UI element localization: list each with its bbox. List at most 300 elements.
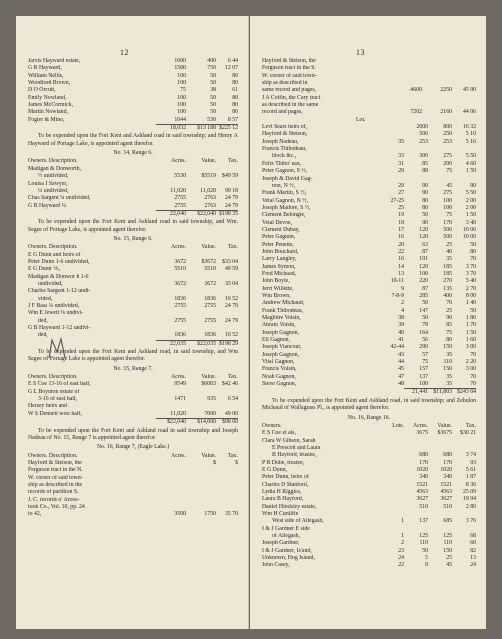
acres-cell: 63 (422, 241, 428, 248)
acres-cell (156, 497, 186, 504)
tax-cell: 5 61 (465, 466, 476, 473)
lot-cell (380, 467, 404, 474)
owner-cell: took Co., Vol. 10, pp. 24 (28, 503, 85, 510)
value-cell (186, 497, 216, 504)
value-cell: 500 (443, 226, 452, 233)
total-value: $14,000 (186, 418, 216, 426)
tax-cell: 3 00 (465, 366, 476, 373)
total-acres: 22,035 (156, 340, 186, 348)
owner-cell: Fred Michaud, (262, 270, 297, 277)
table-row (262, 452, 476, 459)
value-cell: 85 (446, 322, 452, 329)
lot-cell (380, 511, 404, 518)
value-cell (422, 73, 452, 80)
tax-cell: 16 52 (224, 295, 238, 302)
acres-cell: 1500 (174, 65, 186, 72)
value-cell: 50 (210, 94, 216, 101)
acres-cell: 90 (422, 219, 428, 226)
acres-cell: 100 (177, 94, 186, 101)
lot-cell: 1 (401, 518, 404, 525)
value-cell: 150 (443, 344, 452, 351)
table-row (28, 325, 238, 332)
lot-cell: 1 (401, 533, 404, 539)
acres-cell: 510 (419, 503, 428, 510)
owner-cell: Frank Martin, S ½, (262, 190, 307, 197)
acres-cell (156, 403, 186, 410)
table-row (28, 482, 238, 489)
page-number: 13 (356, 48, 365, 57)
acres-cell (156, 489, 186, 496)
value-cell: 400 (443, 293, 452, 299)
acres-cell: 100 (419, 270, 428, 277)
lot-cell (380, 474, 404, 481)
table-row (262, 124, 476, 131)
owner-cell: E S Coe et als, (262, 430, 296, 437)
acres-cell: 87 (422, 285, 428, 292)
tax-cell: 33 04 (224, 280, 238, 287)
acres-cell: 50 (422, 315, 428, 322)
owner-cell: Joseph Viancour, (262, 344, 302, 351)
table-row (28, 65, 238, 72)
table-row (262, 555, 476, 562)
acres-cell (394, 65, 422, 72)
tax-cell: 6 44 (227, 58, 238, 64)
lot-cell: 20 (398, 241, 404, 248)
value-cell: Value. (437, 422, 452, 429)
owner-cell: ship as described in (262, 80, 308, 87)
acres-cell: 120 (419, 263, 428, 270)
tax-cell: 1 40 (465, 300, 476, 307)
lot-cell: 4 (401, 307, 404, 314)
owner-cell: Jarvis Hayward estate, (28, 58, 81, 64)
table-row (262, 95, 476, 102)
acres-cell (156, 274, 186, 281)
table-row (28, 102, 238, 109)
acres-cell: 137 (419, 373, 428, 380)
acres-cell (156, 181, 186, 188)
owner-cell: Francis Voisin, (262, 366, 297, 373)
table-row (262, 381, 476, 388)
acres-cell: 80 (422, 197, 428, 204)
table-row (262, 562, 476, 569)
value-cell: 38 (210, 87, 216, 94)
value-cell: 25 (446, 555, 452, 562)
tax-cell: 3 40 (465, 219, 476, 226)
owner-cell: Madigan & Donworth, (28, 165, 81, 172)
tax-cell: 70 (470, 373, 476, 380)
tax-cell: 1 50 (465, 212, 476, 219)
tax-cell: 45 90 (462, 87, 476, 94)
table-row (28, 511, 238, 518)
tax-cell: 5 16 (465, 138, 476, 145)
acres-cell: 4600 (410, 87, 422, 94)
owner-cell: Francis Thibodeau, (262, 146, 307, 153)
total-value: $22,035 (186, 340, 216, 348)
total-acres: 18,032 (156, 124, 186, 132)
table-row (262, 496, 476, 503)
owner-cell: Martin Nowland, (28, 109, 68, 116)
tax-cell (216, 310, 238, 317)
owner-cell: P B Dube, trustee, (262, 459, 305, 466)
acres-cell: 7202 (410, 109, 422, 116)
value-cell: 800 (443, 124, 452, 131)
table-row (28, 489, 238, 496)
table-row (28, 117, 238, 124)
table-row (28, 274, 238, 281)
owner-cell: Joseph Gagnon, (262, 351, 300, 358)
owner-cell: Abram Voisin, (262, 322, 296, 329)
tax-cell: 10 00 (462, 226, 476, 233)
table-row (28, 252, 238, 259)
total-value: $11,803 (428, 388, 452, 396)
owner-cell: Daniel Hinckley estate, (262, 503, 317, 510)
table-row (28, 318, 238, 325)
tax-cell: 70 (470, 351, 476, 358)
tax-cell: 1 87 (465, 474, 476, 481)
acres-cell: 120 (419, 234, 428, 241)
owner-cell: Peter Penette, (262, 241, 294, 248)
tax-cell: 49 59 (224, 266, 238, 273)
table-row (262, 533, 476, 540)
lot-cell: 22 (398, 562, 404, 569)
acres-cell: 157 (419, 366, 428, 373)
acres-cell: 5530 (174, 173, 186, 180)
value-cell: 170 (443, 459, 452, 466)
tax-cell: 44 06 (462, 109, 476, 116)
total-spacer (262, 388, 404, 396)
owner-cell: ¼ undivided, (38, 187, 69, 194)
left-page-content (28, 58, 238, 519)
owner-cell: Owners. Description. (28, 158, 78, 165)
owner-cell: Steve Gagnon, (262, 381, 297, 388)
table-row (262, 58, 476, 65)
owner-cell: Hayford & Stetson, (262, 131, 308, 138)
tax-cell (452, 65, 476, 72)
owner-cell: Vetal Gagnon, N ½, (262, 197, 309, 204)
owner-cell: Clement Belongie, (262, 212, 306, 219)
owner-cell: J A Coffin, the Cary tract (262, 94, 321, 101)
owner-cell: West side of Allegash, (272, 518, 324, 525)
value-cell (422, 102, 452, 109)
section-heading: No. 14, Range 6. (113, 150, 153, 157)
tax-cell: 2 00 (465, 197, 476, 204)
owner-cell: Jerri Willette, (262, 285, 294, 292)
value-cell (422, 65, 452, 72)
tax-cell: $30 21 (460, 430, 476, 437)
acres-cell: 125 (419, 533, 428, 539)
tax-cell: 8 00 (465, 293, 476, 299)
owner-cell: non, N ½, (272, 182, 296, 189)
owner-cell: Andrew Michaud, (262, 300, 305, 307)
table-row (28, 166, 238, 173)
acres-cell: 1471 (174, 396, 186, 403)
tax-cell: 3 76 (465, 518, 476, 525)
tax-cell (216, 325, 238, 332)
lot-label: Lot. (356, 116, 366, 123)
lot-cell (380, 445, 404, 452)
value-cell (428, 511, 452, 518)
acres-cell (156, 467, 186, 474)
table-row (262, 482, 476, 489)
table-row (262, 540, 476, 547)
tax-cell: 3 70 (465, 270, 476, 277)
value-cell: 5510 (204, 266, 216, 273)
tax-cell (216, 274, 238, 281)
acres-cell: 290 (419, 344, 428, 351)
value-cell: 25 (446, 241, 452, 248)
acres-cell (404, 511, 428, 518)
owner-cell: ½ undivided, (38, 173, 69, 180)
value-cell: Value. (201, 158, 216, 165)
table-row (262, 330, 476, 337)
range16-table (262, 423, 476, 570)
owner-cell: as described in the same (262, 102, 319, 109)
acres-cell: 2000 (416, 124, 428, 131)
tax-cell (216, 489, 238, 496)
acres-cell: 120 (419, 226, 428, 233)
acres-cell: 85 (422, 160, 428, 167)
value-cell (428, 146, 452, 153)
lot-cell: 29 (398, 182, 404, 189)
acres-cell (394, 80, 422, 87)
lot-cell: 45 (398, 366, 404, 373)
acres-cell: Acres. (171, 244, 186, 251)
owner-cell: Vital Gagnon, (262, 359, 295, 366)
table-row (28, 460, 238, 467)
owner-cell: I & J Gardner, Is'and, (262, 547, 312, 554)
table-row (262, 526, 476, 533)
total-acres: 22,040 (156, 210, 186, 218)
owner-cell: Lydia H Riggles, (262, 488, 302, 495)
lot-column-label (262, 117, 476, 124)
tax-cell: 24 79 (224, 317, 238, 324)
owner-cell: E G Dunn, (262, 466, 287, 473)
owner-cell: W. corner of said town- (262, 72, 317, 79)
table-row (28, 296, 238, 303)
value-cell (186, 403, 216, 410)
table-row (28, 109, 238, 116)
acres-cell: 137 (419, 518, 428, 525)
tax-cell: 24 (470, 562, 476, 569)
owner-cell: Emily Nowland, (28, 94, 67, 101)
value-cell (186, 252, 216, 259)
owner-cell: undivided, (38, 280, 63, 287)
acres-cell (404, 438, 428, 445)
owner-cell: J F Bass ⅛ undivided, (28, 303, 80, 309)
table-row (262, 176, 476, 183)
owner-cell: Joseph Madore, S ½, (262, 204, 311, 211)
acres-cell: 3675 (416, 430, 428, 437)
value-cell: 275 (443, 190, 452, 197)
owner-cell: Laura B Hayford, (262, 496, 304, 503)
column-header-row (28, 158, 238, 165)
value-cell (428, 445, 452, 452)
table-row (28, 181, 238, 188)
total-row (28, 124, 238, 132)
lot-cell: 47 (398, 373, 404, 380)
lot-cell: 24 (398, 555, 404, 562)
acres-cell: 100 (177, 72, 186, 79)
table-row (262, 430, 476, 437)
lot-cell: 7-8-9 (391, 293, 404, 299)
acres-cell: 110 (419, 540, 428, 547)
tax-cell (216, 288, 238, 295)
lot-cell: 16 (398, 256, 404, 263)
acres-cell: 75 (180, 87, 186, 94)
total-value: $13 188 (186, 124, 216, 132)
table-row (262, 146, 476, 153)
lot-cell (380, 438, 404, 445)
table-row (28, 389, 238, 396)
lot-cell (380, 452, 404, 459)
table-row (28, 95, 238, 102)
acres-cell: 170 (419, 459, 428, 466)
tax-cell: 70 (470, 381, 476, 388)
lot-cell (380, 460, 404, 467)
owner-cell: E G Dunn ⅙, (28, 266, 61, 273)
acres-cell (394, 95, 422, 102)
total-spacer (28, 418, 156, 426)
tax-cell: $ (235, 459, 238, 466)
tax-cell: $33 04 (222, 258, 238, 265)
table-row (28, 467, 238, 474)
lot-cell: Lots. (392, 422, 404, 429)
lot-table (262, 124, 476, 388)
value-cell: $3675 (437, 430, 452, 437)
tax-cell (216, 497, 238, 504)
table-row (262, 80, 476, 87)
table-row (262, 220, 476, 227)
acres-cell (394, 58, 422, 65)
table-row (262, 366, 476, 373)
value-cell: 270 (443, 278, 452, 285)
value-cell: 135 (443, 285, 452, 292)
table-row (28, 203, 238, 210)
tax-cell: 90 (470, 182, 476, 189)
acres-cell (404, 445, 428, 452)
value-cell: 35 (446, 351, 452, 358)
table-row (262, 212, 476, 219)
expenditure-paragraph: To be expended upon the Fort Kent and Ashland road, in said township, and Wm Segee of Portage Lake is appointed agent therefor. (28, 349, 238, 363)
tax-cell: 2 70 (465, 285, 476, 292)
acres-cell (394, 102, 422, 109)
value-cell: 35 (446, 373, 452, 380)
tax-cell: 12 07 (224, 65, 238, 72)
value-cell: 90 (446, 315, 452, 322)
owner-cell: Magloire Voisin, (262, 315, 301, 322)
tax-cell (216, 475, 238, 482)
owner-cell: E G Dunn and heirs of (28, 251, 81, 258)
tax-cell (452, 445, 476, 452)
table-row (262, 271, 476, 278)
tax-cell (452, 102, 476, 109)
value-cell: 500 (443, 234, 452, 241)
owner-cell: Hersey heirs and (28, 403, 67, 410)
value-cell: 110 (443, 540, 452, 547)
table-row (262, 352, 476, 359)
owner-cell: William Nellis, (28, 72, 64, 79)
value-cell (186, 166, 216, 173)
value-cell (186, 482, 216, 489)
owner-cell: Levi Sears heirs of, (262, 124, 308, 131)
tax-cell (452, 146, 476, 153)
value-cell (422, 95, 452, 102)
value-cell: 253 (443, 138, 452, 145)
lot-cell: 9 (401, 285, 404, 292)
value-cell (186, 310, 216, 317)
acres-cell (156, 310, 186, 317)
tax-cell: 1 70 (465, 322, 476, 329)
acres-cell: 78 (422, 322, 428, 329)
acres-cell: 164 (419, 329, 428, 336)
section-heading: No. 16, Range 7, (Eagle Lake.) (96, 444, 170, 451)
owner-cell: Felix Thibo' eau, (262, 160, 302, 167)
tax-cell: 4 60 (465, 160, 476, 167)
table-row (262, 102, 476, 109)
tax-cell: Tax. (465, 422, 476, 429)
value-cell (186, 325, 216, 332)
table-row (28, 403, 238, 410)
lot-cell (380, 131, 404, 138)
lot-cell: 44 (398, 359, 404, 366)
owner-cell: G B Hayward ¼ (28, 202, 66, 209)
tax-cell: 3 70 (465, 263, 476, 270)
owner-cell: Wm H Cunliffe (262, 510, 299, 517)
table-row (262, 467, 476, 474)
value-cell: 680 (443, 452, 452, 459)
lot-cell (380, 489, 404, 496)
owner-cell: Charles D Stanford, (262, 481, 309, 488)
lot-cell: 18 (398, 219, 404, 226)
value-cell: 2763 (204, 195, 216, 202)
value-cell: 1521 (440, 481, 452, 488)
table-row (262, 183, 476, 190)
tax-cell (216, 467, 238, 474)
value-cell: 50 (210, 102, 216, 109)
tax-cell: 24 79 (224, 202, 238, 209)
acres-cell (404, 146, 428, 153)
page-number: 12 (120, 48, 129, 57)
tax-cell: 50 (470, 241, 476, 248)
owner-cell: J. C. records o' Aroos- (28, 496, 80, 503)
acres-cell: Acres. (171, 374, 186, 381)
owner-cell: E S Coe 13-16 of east half, (28, 381, 91, 388)
value-cell: 50 (210, 72, 216, 79)
acres-cell: 50 (422, 300, 428, 307)
value-cell: 2763 (204, 202, 216, 209)
lot-cell: 13 (398, 270, 404, 277)
lot-cell (380, 146, 404, 153)
table-row (262, 374, 476, 381)
owner-cell: Joseph & David Gag- (262, 175, 313, 182)
acres-cell: 9549 (174, 381, 186, 388)
owner-cell: James McCormick, (28, 102, 74, 109)
lot-cell: 23 (398, 547, 404, 554)
acres-cell: 75 (422, 359, 428, 366)
table-row (28, 475, 238, 482)
owner-cell: Louisa J Sawyer, (28, 180, 68, 187)
total-spacer (28, 210, 156, 218)
value-cell: 1836 (204, 295, 216, 302)
acres-cell: 101 (419, 256, 428, 263)
tax-cell: 61 (232, 87, 238, 94)
table-row (262, 65, 476, 72)
tax-cell: 82 (470, 547, 476, 554)
owner-cell: W S Dennett west half, (28, 410, 82, 417)
table-row (262, 460, 476, 467)
table-row (262, 242, 476, 249)
value-cell: 3627 (440, 496, 452, 503)
